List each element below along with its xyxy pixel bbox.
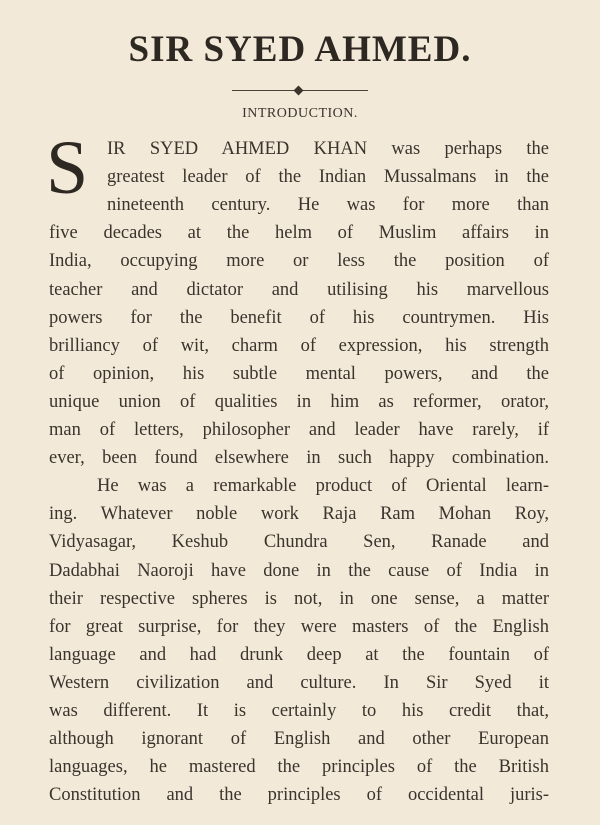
- text-line: brilliancy of wit, charm of expression, his strength: [49, 335, 549, 356]
- text-line: Western civilization and culture. In Sir Syed it: [49, 672, 549, 693]
- page-title: SIR SYED AHMED.: [128, 29, 472, 70]
- text-line: man of letters, philosopher and leader have rarely, if: [49, 420, 549, 440]
- text-line: Vidyasagar, Keshub Chundra Sen, Ranade and: [49, 532, 549, 553]
- text-line: greatest leader of the Indian Mussalmans in the: [107, 167, 549, 188]
- text-line: language and had drunk deep at the fountain of: [49, 644, 549, 665]
- text-line: Constitution and the principles of occidental juris-: [49, 785, 549, 806]
- text-line: unique union of qualities in him as reformer, orator,: [49, 391, 549, 412]
- text-line: languages, he mastered the principles of the British: [49, 757, 549, 778]
- text-line: ing. Whatever noble work Raja Ram Mohan Roy,: [49, 504, 549, 525]
- drop-cap: S: [46, 126, 89, 210]
- text-line: of opinion, his subtle mental powers, and the: [49, 363, 549, 384]
- section-heading: INTRODUCTION.: [242, 106, 358, 121]
- ornament-divider: [232, 88, 368, 94]
- text-line: ever, been found elsewhere in such happy combination.: [49, 448, 549, 469]
- text-line: although ignorant of English and other European: [49, 729, 549, 750]
- text-line: for great surprise, for they were masters of the English: [49, 616, 549, 637]
- text-line: nineteenth century. He was for more than: [107, 195, 549, 216]
- text-line: powers for the benefit of his countrymen. His: [49, 307, 549, 328]
- text-line: He was a remarkable product of Oriental learn-: [97, 476, 549, 497]
- text-line: teacher and dictator and utilising his marvellous: [49, 279, 549, 300]
- text-line: was different. It is certainly to his credit that,: [49, 701, 549, 721]
- text-line: their respective spheres is not, in one sense, a matter: [49, 588, 549, 609]
- text-line: five decades at the helm of Muslim affairs in: [49, 223, 549, 244]
- text-line: Dadabhai Naoroji have done in the cause of India in: [49, 560, 549, 581]
- text-line: IR SYED AHMED KHAN was perhaps the: [107, 139, 549, 159]
- text-line: India, occupying more or less the position of: [49, 251, 549, 272]
